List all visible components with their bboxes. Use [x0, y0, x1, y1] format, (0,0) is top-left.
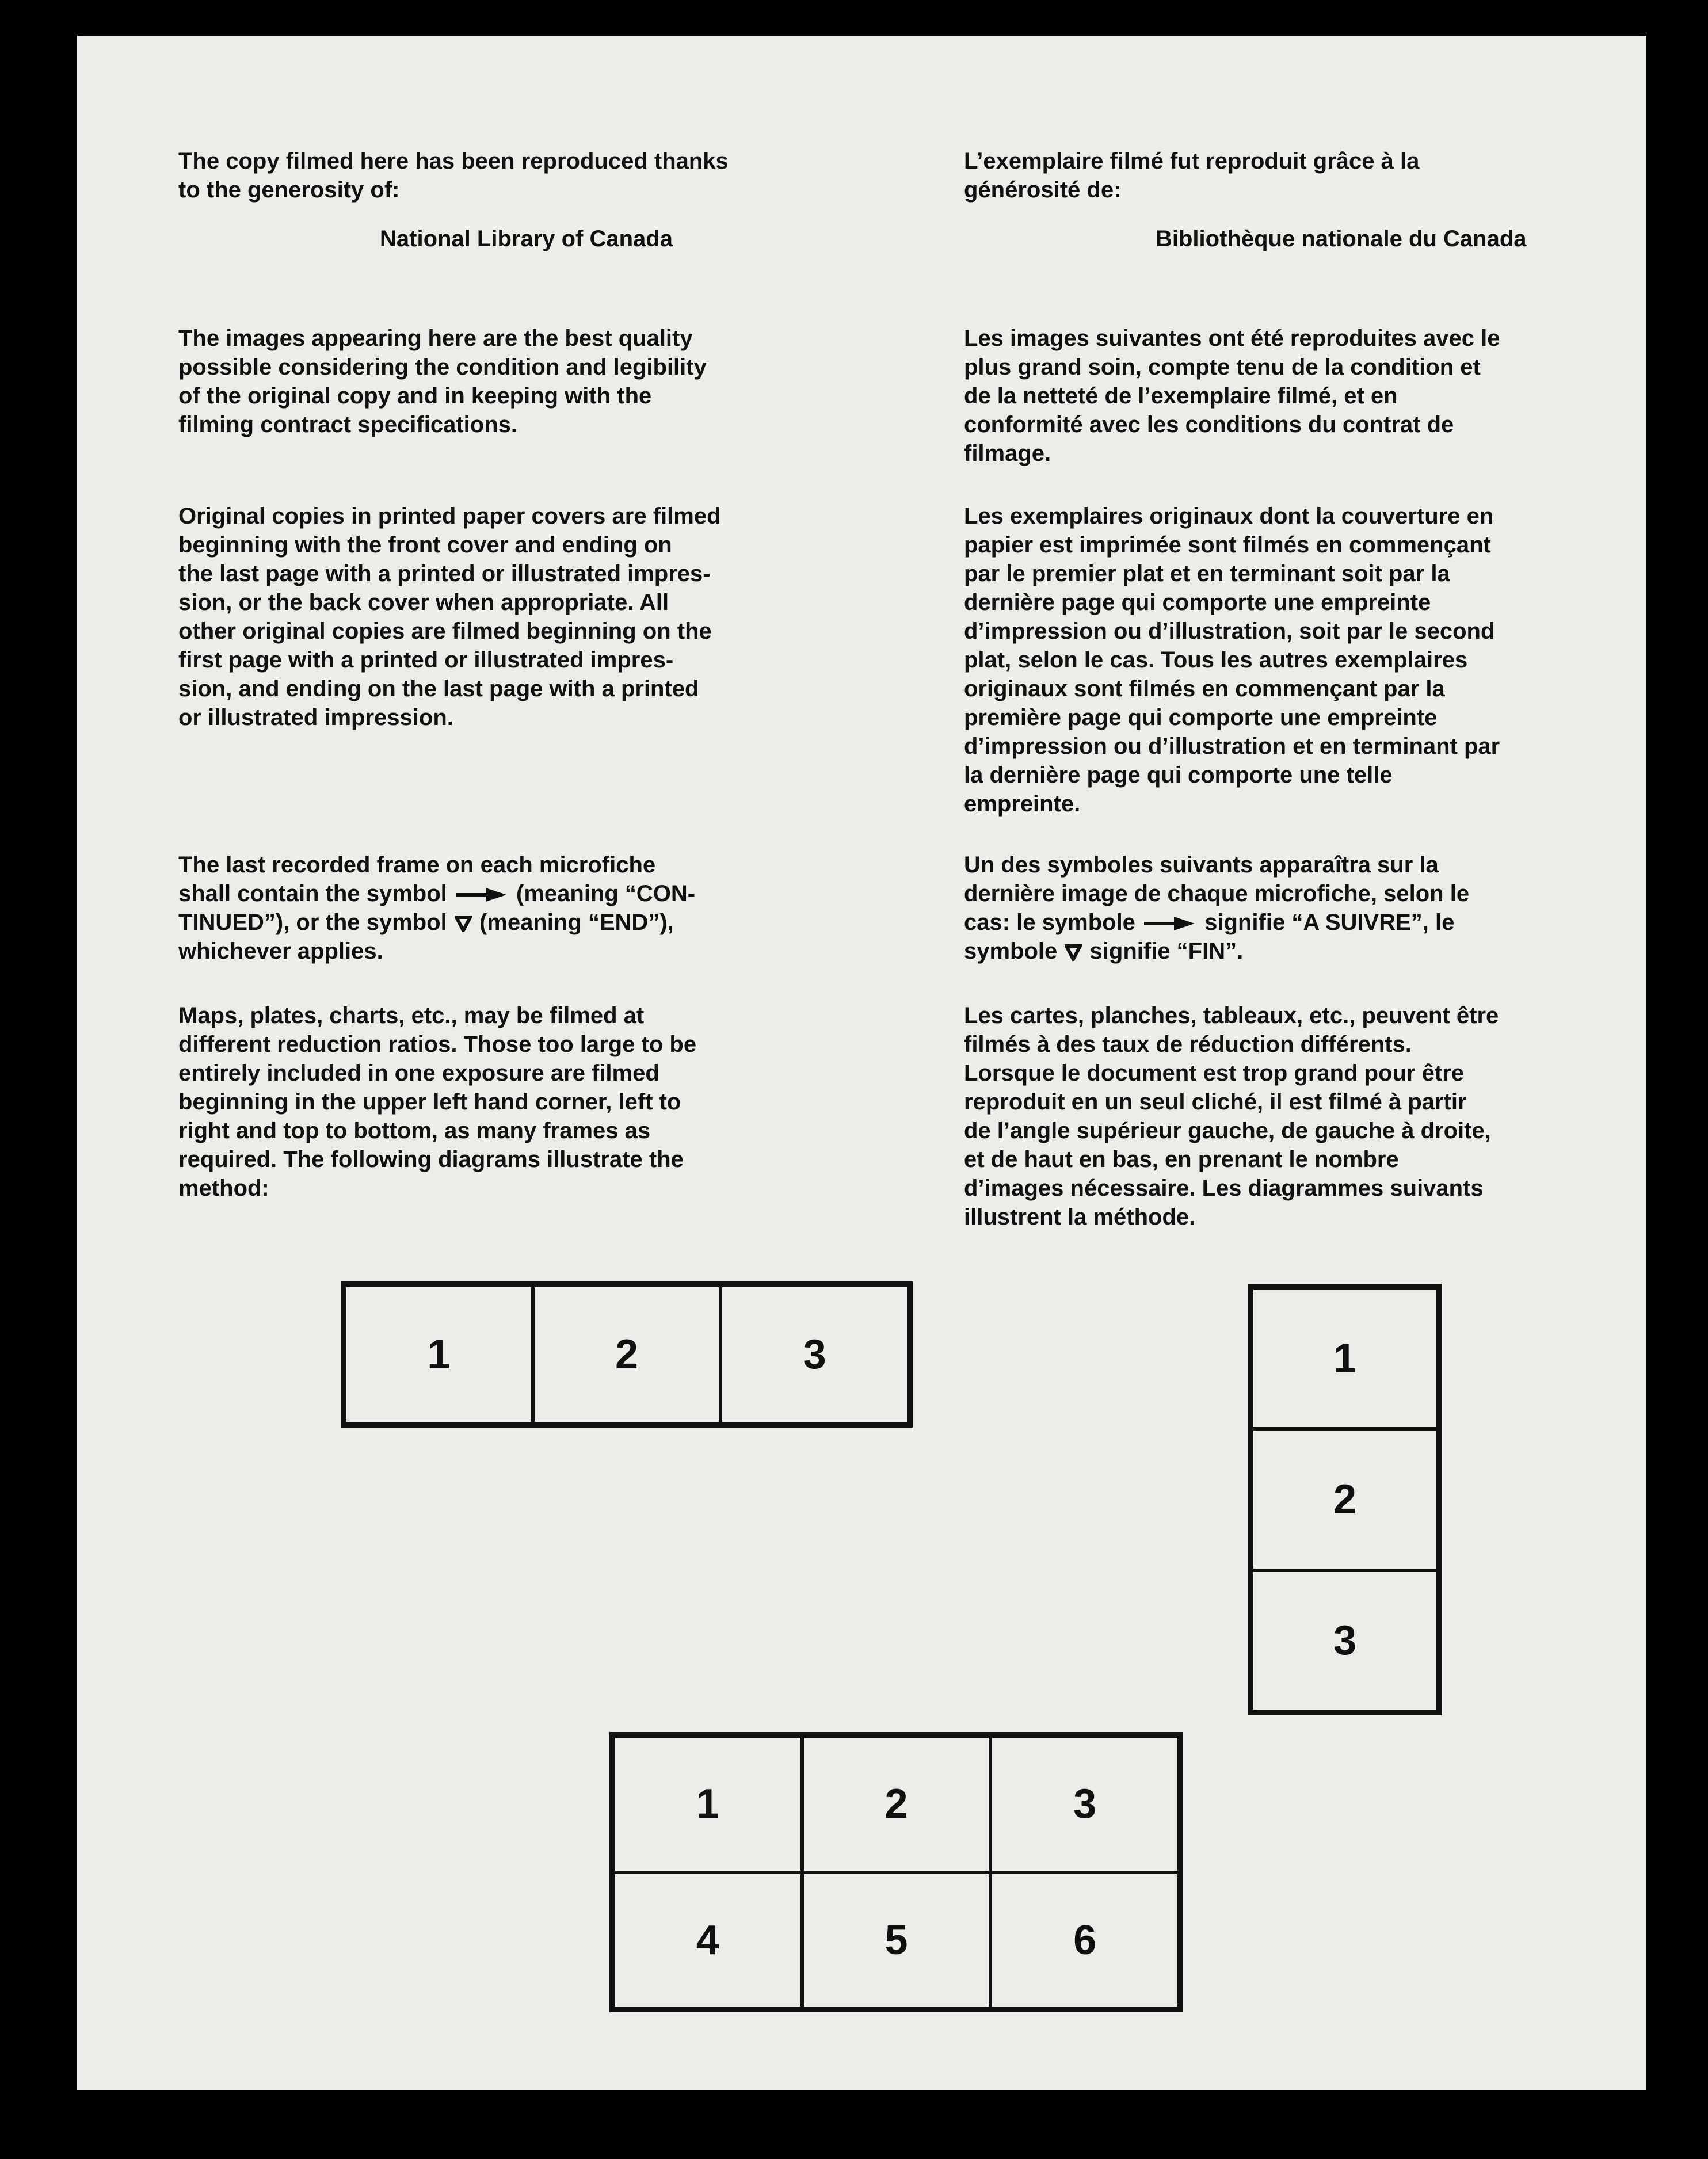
frame-cell: 2 [533, 1286, 721, 1424]
frame-cell: 3 [990, 1736, 1179, 1872]
frame-cell: 5 [802, 1872, 991, 2009]
frame-cell: 3 [720, 1286, 909, 1424]
french-intro: L’exemplaire filmé fut reproduit grâce à la générosité de: [964, 148, 1420, 203]
english-institution: National Library of Canada [380, 226, 673, 251]
continued-arrow-icon [456, 887, 508, 903]
french-maps-paragraph: Les cartes, planches, tableaux, etc., peuvent être filmés à des taux de réduction différents. Lorsque le document est trop grand pour être reproduit en un seul cliché, il est filmé à partir de l’angle supérieur gauche, de gauche à droite, et de haut en bas, en prenant le nombre d’images nécessaire. Les diagrammes suivants illustrent la méthode. [964, 1003, 1499, 1230]
frame-cell: 2 [802, 1736, 991, 1872]
end-triangle-icon [455, 915, 472, 932]
english-originals-paragraph: Original copies in printed paper covers are filmed beginning with the front cover and ending on the last page with a printed or illustrated impres- sion, or the back cover when appropriate. All other original copies are filmed beginning on the first page with a printed or illustrated impres- sion, and ending on the last page with a printed or illustrated impression. [178, 503, 721, 730]
french-originals-paragraph: Les exemplaires originaux dont la couverture en papier est imprimée sont filmés en commençant par le premier plat et en terminant soit par la dernière page qui comporte une empreinte d’impression ou d’illustration, soit par le second plat, selon le cas. Tous les autres exemplaires originaux sont filmés en commençant par la première page qui comporte une empreinte d’impression ou d’illustration et en terminant par la dernière page qui comporte une telle empreinte. [964, 503, 1500, 817]
french-institution: Bibliothèque nationale du Canada [1156, 226, 1527, 251]
french-symbols-paragraph: Un des symboles suivants apparaîtra sur la dernière image de chaque microfiche, selon le cas: le symbole signifie “A SUIVRE”, le symbole signifie “FIN”. [964, 852, 1470, 964]
a-suivre-arrow-icon [1144, 916, 1196, 932]
english-symbols-paragraph: The last recorded frame on each microfiche shall contain the symbol (meaning “CON- TINUED”), or the symbol (meaning “END”), whichever applies. [178, 852, 696, 964]
diagram-horizontal-three-frames [341, 1281, 913, 1428]
frame-cell: 4 [613, 1872, 802, 2009]
diagram-six-frames [609, 1732, 1183, 2012]
frame-cell: 1 [613, 1736, 802, 1872]
fin-triangle-icon [1065, 944, 1082, 961]
frame-cell: 3 [1252, 1570, 1438, 1711]
frame-cell: 2 [1252, 1429, 1438, 1570]
diagram-vertical-three-frames [1248, 1284, 1442, 1715]
french-quality-paragraph: Les images suivantes ont été reproduites avec le plus grand soin, compte tenu de la condition et de la netteté de l’exemplaire filmé, et en conformité avec les conditions du contrat de filmage. [964, 326, 1500, 466]
english-maps-paragraph: Maps, plates, charts, etc., may be filmed at different reduction ratios. Those too large to be entirely included in one exposure are filmed beginning in the upper left hand corner, left to right and top to bottom, as many frames as required. The following diagrams illustrate the method: [178, 1003, 697, 1201]
english-intro: The copy filmed here has been reproduced thanks to the generosity of: [178, 148, 729, 203]
frame-cell: 1 [1252, 1288, 1438, 1429]
frame-cell: 6 [990, 1872, 1179, 2009]
frame-cell: 1 [345, 1286, 533, 1424]
english-quality-paragraph: The images appearing here are the best quality possible considering the condition and legibility of the original copy and in keeping with the filming contract specifications. [178, 326, 707, 437]
